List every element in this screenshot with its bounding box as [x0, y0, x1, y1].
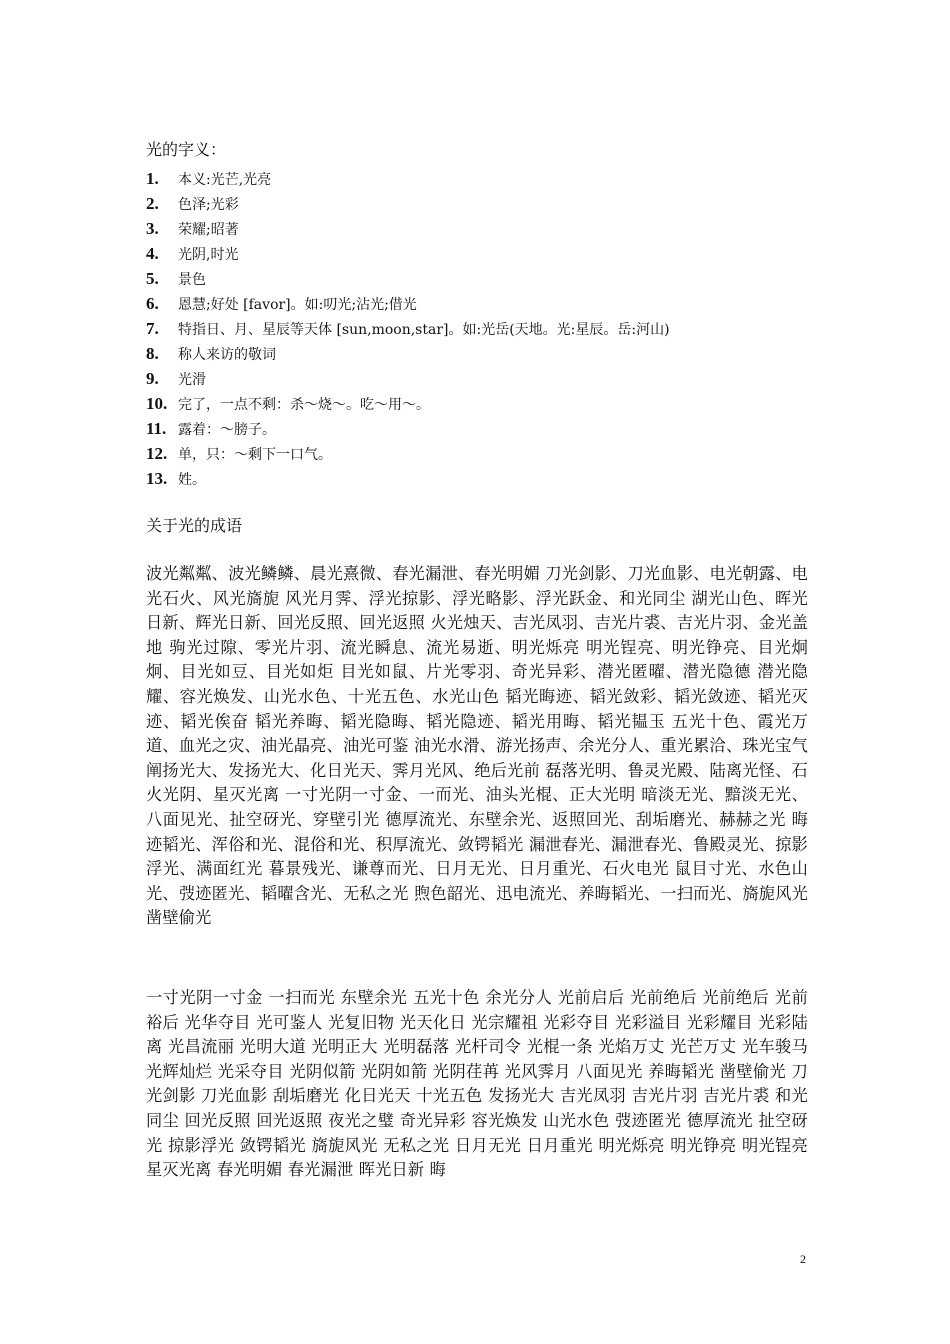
meaning-item	[146, 441, 670, 466]
idioms-list-paragraph: 一寸光阴一寸金 一扫而光 东壁余光 五光十色 余光分人 光前启后 光前绝后 光前绝后 光前裕后 光华夺目 光可鉴人 光复旧物 光天化日 光宗耀祖 光彩夺目 光彩溢目 光彩耀目 光彩陆离 光昌流丽 光明大道 光明正大 光明磊落 光杆司令 光棍一条 光焰万丈 光芒万丈 光车骏马 光辉灿烂 光采夺目 光阴似箭 光阴如箭 光阴荏苒 光风霁月 八面见光 养晦韬光 凿壁偷光 刀光剑影 刀光血影 刮垢磨光 化日光天 十光五色 发扬光大 吉光凤羽 吉光片羽 吉光片裘 和光同尘 回光反照 回光返照 夜光之璧 奇光异彩 容光焕发 山光水色 弢迹匿光 德厚流光 扯空砑光 掠影浮光 敛锷韬光 旖旎风光 无私之光 日月无光 日月重光 明光烁亮 明光铮亮 明光锃亮 星灭光离 春光明媚 春光漏泄 晖光日新 晦	[146, 988, 808, 1180]
meaning-number: 11.	[146, 418, 167, 438]
meaning-number: 7.	[146, 318, 159, 338]
meaning-item	[146, 191, 670, 216]
meaning-item	[146, 316, 670, 341]
meaning-text: 单，只：～剩下一口气。	[178, 446, 332, 463]
idioms-paragraph: 波光粼粼、波光鳞鳞、晨光熹微、春光漏泄、春光明媚 刀光剑影、刀光血影、电光朝露、电光石火、风光旖旎 风光月霁、浮光掠影、浮光略影、浮光跃金、和光同尘 湖光山色、晖光日新、辉光日新、回光反照、回光返照 火光烛天、吉光凤羽、吉光片裘、吉光片羽、金光盖地 驹光过隙、零光片羽、流光瞬息、流光易逝、明光烁亮 明光锃亮、明光铮亮、目光炯炯、目光如豆、目光如炬 目光如鼠、片光零羽、奇光异彩、潜光匿曜、潜光隐德 潜光隐耀、容光焕发、山光水色、十光五色、水光山色 韬光晦迹、韬光敛彩、韬光敛迹、韬光灭迹、韬光俟奋 韬光养晦、韬光隐晦、韬光隐迹、韬光用晦、韬光韫玉 五光十色、霞光万道、血光之灾、油光晶亮、油光可鉴 油光水滑、游光扬声、余光分人、重光累洽、珠光宝气 阐扬光大、发扬光大、化日光天、霁月光风、绝后光前 磊落光明、鲁灵光殿、陆离光怪、石火光阴、星灭光离 一寸光阴一寸金、一而光、油头光棍、正大光明 暗淡无光、黯淡无光、八面见光、扯空砑光、穿壁引光 德厚流光、东壁余光、返照回光、刮垢磨光、赫赫之光 晦迹韬光、浑俗和光、混俗和光、积厚流光、敛锷韬光 漏泄春光、漏泄春光、鲁殿灵光、掠影浮光、满面红光 暮景残光、谦尊而光、日月无光、日月重光、石火电光 鼠目寸光、水色山光、弢迹匿光、韬曜含光、无私之光 煦色韶光、迅电流光、养晦韬光、一扫而光、旖旎风光 凿壁偷光	[146, 564, 808, 928]
meaning-number: 13.	[146, 468, 168, 488]
meaning-number: 8.	[146, 343, 159, 363]
meaning-number: 3.	[146, 218, 159, 238]
meaning-text: 恩慧;好处 [favor]。如:叨光;沾光;借光	[178, 296, 417, 313]
idioms-heading: 关于光的成语	[146, 516, 243, 535]
meaning-text: 完了，一点不剩：杀～烧～。吃～用～。	[178, 396, 430, 413]
meaning-text: 称人来访的敬词	[178, 346, 276, 363]
meaning-text: 姓。	[178, 471, 206, 488]
meaning-number: 10.	[146, 393, 168, 413]
meaning-number: 1.	[146, 168, 159, 188]
meaning-number: 6.	[146, 293, 159, 313]
meaning-text: 特指日、月、星辰等天体 [sun,moon,star]。如:光岳(天地。光:星辰。岳:河山)	[178, 321, 670, 338]
meaning-text: 色泽;光彩	[178, 196, 239, 213]
meaning-text: 露着：～膀子。	[178, 421, 276, 438]
meaning-item	[146, 166, 670, 191]
meaning-number: 5.	[146, 268, 159, 288]
meaning-item	[146, 341, 670, 366]
meaning-item	[146, 216, 670, 241]
meaning-item	[146, 266, 670, 291]
meaning-text: 光阴,时光	[178, 246, 239, 263]
meaning-number: 2.	[146, 193, 159, 213]
meaning-item	[146, 366, 670, 391]
meaning-item	[146, 241, 670, 266]
meanings-list	[146, 166, 670, 491]
meanings-heading: 光的字义：	[146, 140, 227, 159]
meaning-item	[146, 291, 670, 316]
meaning-text: 景色	[178, 271, 206, 288]
meaning-number: 4.	[146, 243, 159, 263]
meaning-item	[146, 466, 670, 491]
meaning-number: 12.	[146, 443, 168, 463]
page-number: 2	[800, 1252, 806, 1266]
meaning-text: 本义:光芒,光亮	[178, 171, 272, 188]
meaning-text: 光滑	[178, 371, 206, 388]
meaning-item	[146, 416, 670, 441]
meaning-number: 9.	[146, 368, 159, 388]
meaning-text: 荣耀;昭著	[178, 221, 239, 238]
meaning-item	[146, 391, 670, 416]
